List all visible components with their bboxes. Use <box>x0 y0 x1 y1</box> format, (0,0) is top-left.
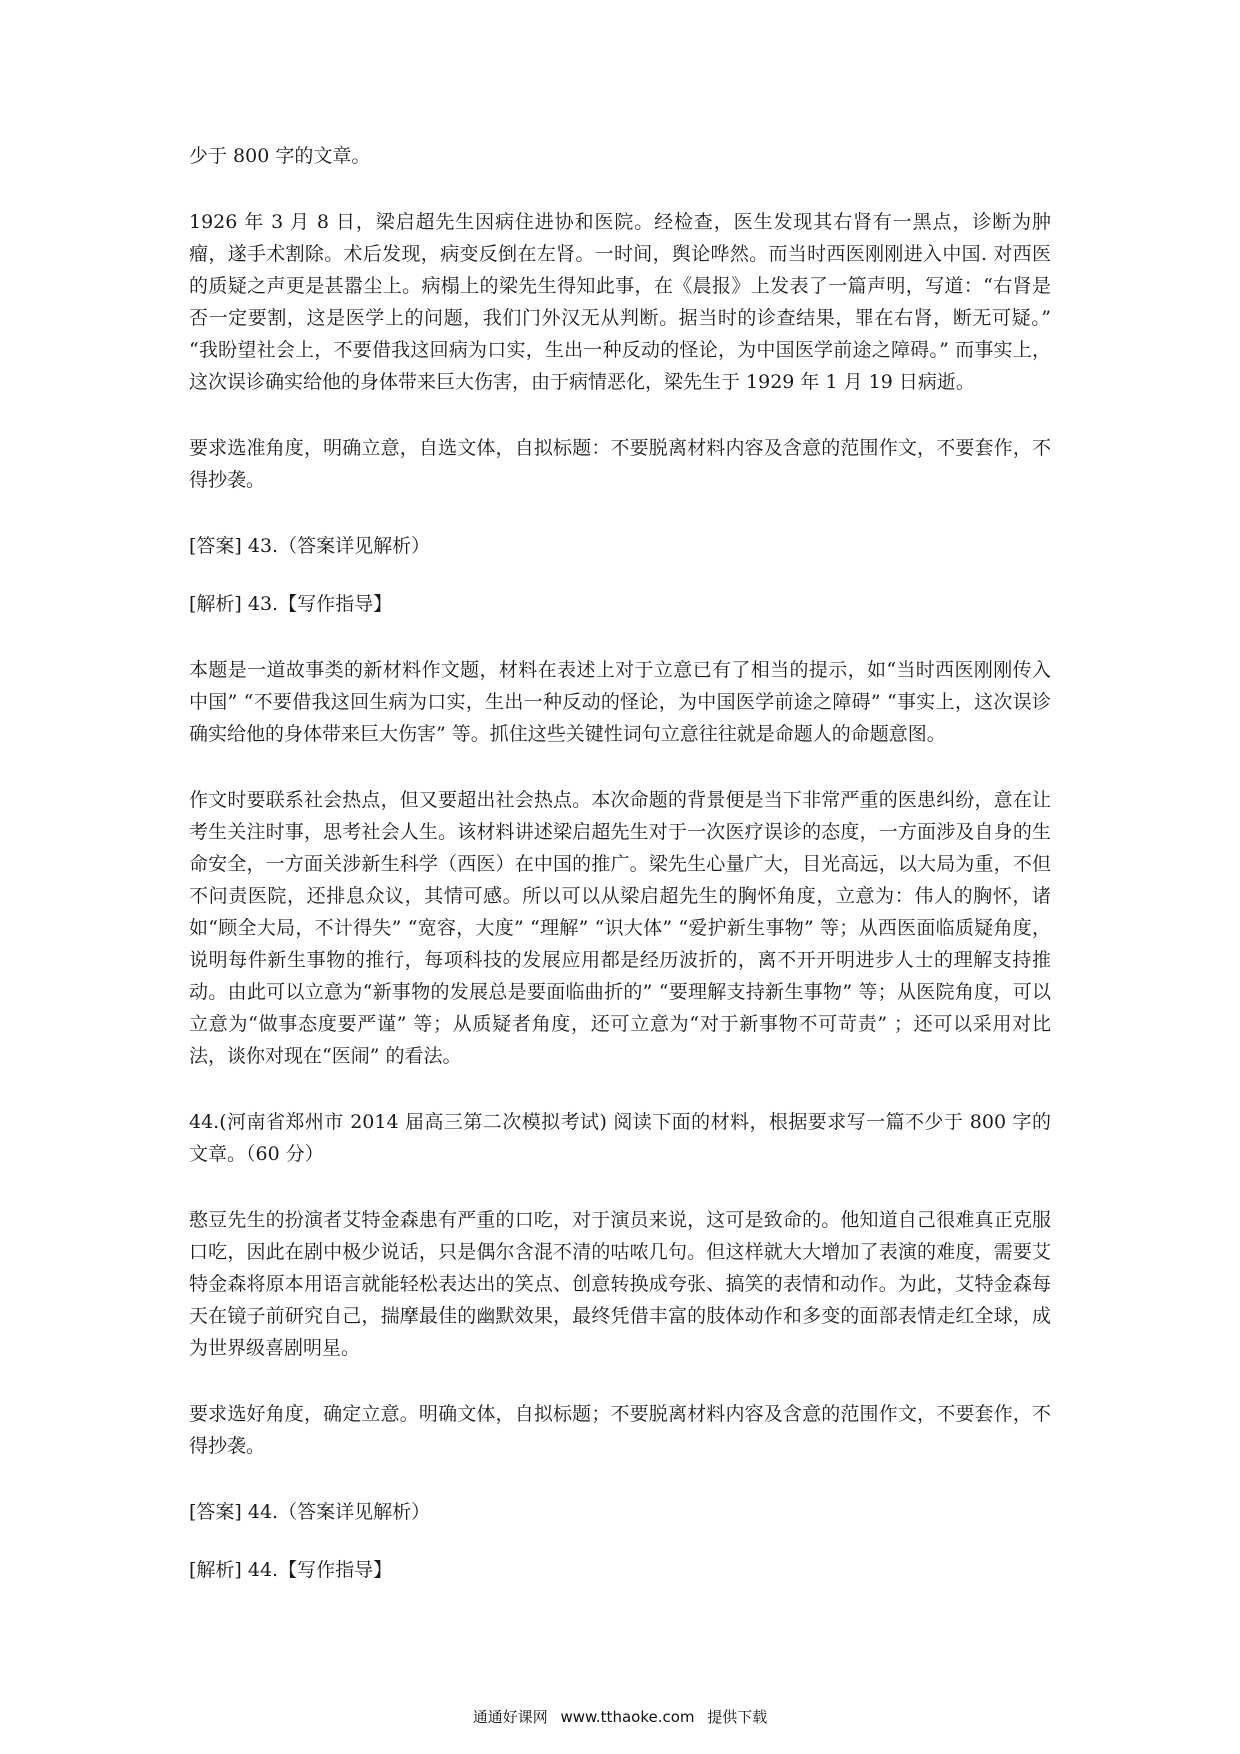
paragraph-essay-length: 少于 800 字的文章。 <box>189 145 371 167</box>
paragraph-material-liang-qichao: 1926 年 3 月 8 日，梁启超先生因病住进协和医院。经检查，医生发现其右肾有一黑点，诊断为肿瘤，遂手术割除。术后发现，病变反倒在左肾。一时间，舆论哗然。而当时西医刚刚进入中国. 对西医的质疑之声更是甚嚣尘上。病榻上的梁先生得知此事，在《晨报》上发表了一篇声明，写道：“右肾是否一定要割，这是医学上的问题，我们门外汉无从判断。据当时的诊查结果，罪在右肾，断无可疑。” “我盼望社会上，不要借我这回病为口实，生出一种反动的怪论，为中国医学前途之障碍。” 而事实上，这次误诊确实给他的身体带来巨大伤害，由于病情恶化，梁先生于 1929 年 1 月 19 日病逝。 <box>189 211 1051 393</box>
footer-site-name: 通通好课网 <box>472 1708 548 1726</box>
footer-url-link[interactable]: www.tthaoke.com <box>560 1708 695 1726</box>
paragraph-analysis-43-detail: 作文时要联系社会热点，但又要超出社会热点。本次命题的背景便是当下非常严重的医患纠纷，意在让考生关注时事，思考社会人生。该材料讲述梁启超先生对于一次医疗误诊的态度，一方面涉及自身的生命安全，一方面关涉新生科学（西医）在中国的推广。梁先生心量广大，目光高远，以大局为重，不但不问责医院，还排息众议，其情可感。所以可以从梁启超先生的胸怀角度，立意为：伟人的胸怀，诸如“顾全大局，不计得失” “宽容，大度” “理解” “识大体” “爱护新生事物” 等；从西医面临质疑角度，说明每件新生事物的推行，每项科技的发展应用都是经历波折的，离不开开明进步人士的理解支持推动。由此可以立意为“新事物的发展总是要面临曲折的” “要理解支持新生事物” 等；从医院角度，可以立意为“做事态度要严谨” 等；从质疑者角度，还可立意为“对于新事物不可苛责” ；还可以采用对比法，谈你对现在“医闹” 的看法。 <box>189 789 1051 1067</box>
paragraph-analysis-43-heading: [解析] 43.【写作指导】 <box>189 593 393 615</box>
paragraph-requirements-44: 要求选好角度，确定立意。明确文体，自拟标题；不要脱离材料内容及含意的范围作文，不要套作，不得抄袭。 <box>189 1403 1051 1457</box>
footer-note: 提供下载 <box>707 1708 768 1726</box>
paragraph-question-44: 44.(河南省郑州市 2014 届高三第二次模拟考试) 阅读下面的材料，根据要求写一篇不少于 800 字的文章。（60 分） <box>189 1111 1051 1165</box>
paragraph-analysis-43-intro: 本题是一道故事类的新材料作文题，材料在表述上对于立意已有了相当的提示，如“当时西医刚刚传入中国” “不要借我这回生病为口实，生出一种反动的怪论，为中国医学前途之障碍” “事实上，这次误诊确实给他的身体带来巨大伤害” 等。抓住这些关键性词句立意往往就是命题人的命题意图。 <box>189 659 1051 745</box>
document-body <box>189 140 1051 1620</box>
paragraph-requirements-43: 要求选准角度，明确立意，自选文体，自拟标题：不要脱离材料内容及含意的范围作文，不要套作，不得抄袭。 <box>189 437 1051 491</box>
paragraph-answer-43: [答案] 43.（答案详见解析） <box>189 535 431 557</box>
paragraph-material-atkinson: 憨豆先生的扮演者艾特金森患有严重的口吃，对于演员来说，这可是致命的。他知道自己很难真正克服口吃，因此在剧中极少说话，只是偶尔含混不清的咕哝几句。但这样就大大增加了表演的难度，需要艾特金森将原本用语言就能轻松表达出的笑点、创意转换成夸张、搞笑的表情和动作。为此，艾特金森每天在镜子前研究自己，揣摩最佳的幽默效果，最终凭借丰富的肢体动作和多变的面部表情走红全球，成为世界级喜剧明星。 <box>189 1209 1051 1359</box>
page-footer <box>0 1706 1240 1727</box>
paragraph-analysis-44-heading: [解析] 44.【写作指导】 <box>189 1559 393 1581</box>
paragraph-answer-44: [答案] 44.（答案详见解析） <box>189 1501 431 1523</box>
